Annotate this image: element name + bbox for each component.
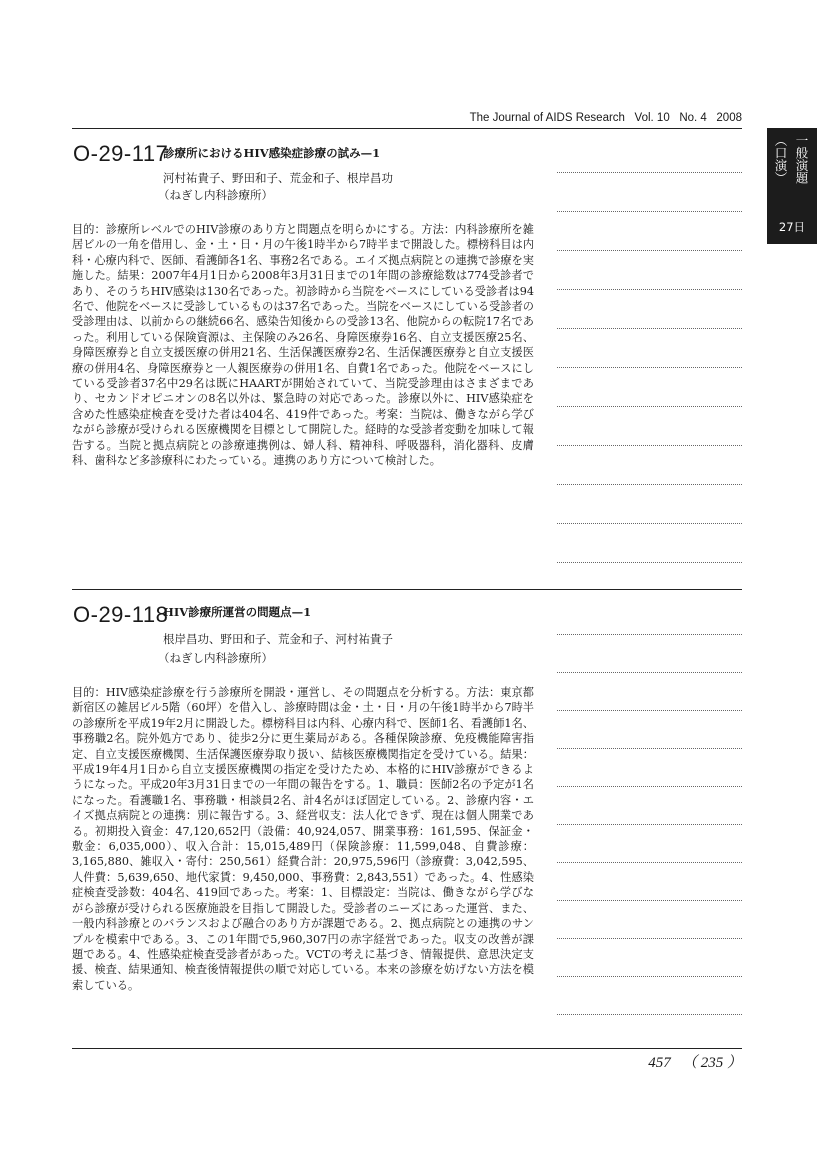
note-line	[557, 445, 742, 446]
note-line	[557, 562, 742, 563]
note-line	[557, 523, 742, 524]
note-line	[557, 484, 742, 485]
note-line	[557, 824, 742, 825]
note-line	[557, 367, 742, 368]
note-line	[557, 172, 742, 173]
note-line	[557, 211, 742, 212]
note-line	[557, 786, 742, 787]
note-line	[557, 328, 742, 329]
note-line	[557, 634, 742, 635]
header-rule	[72, 128, 742, 129]
abstract-id: O-29-118	[73, 602, 169, 627]
note-line	[557, 672, 742, 673]
journal-name: The Journal of AIDS Research	[469, 112, 625, 124]
abstract-body: 目的：HIV感染症診療を行う診療所を開設・運営し、その問題点を分析する。方法：東京都新宿区の雑居ビル5階（60坪）を借入し、診療時間は金・土・日・月の午後1時半から7時半の診療所を平成19年2月に開設した。標榜科目は内科、心療内科で、医師1名、看護師1名、事務職2名。院外処方であり、徒歩2分に更生薬局がある。各種保険診療、免疫機能障害指定、自立支援医療機関、生活保護医療券取り扱い、結核医療機関指定を受けている。結果：平成19年4月1日から自立支援医療機関の指定を受けたため、本格的にHIV診療ができるようになった。平成20年3月31日までの一年間の報告をする。1、職員：医師2名の予定が1名になった。看護職1名、事務職・相談員2名、計4名がほぼ固定している。2、診療内容・エイズ拠点病院との連携：別に報告する。3、経営収支：法人化できず、現在は個人開業である。初期投入資金：47,120,652円（設備：40,924,057、開業事務：161,595、保証金・敷金：6,035,000）、収入合計：15,015,489円（保険診療：11,599,048、自費診療：3,165,880、雑収入・寄付：250,561）経費合計：20,975,596円（診療費：3,042,595、人件費：5,639,650、地代家賃：9,450,000、事務費：2,843,551）であった。4、性感染症検査受診数：404名、419回であった。考案：1、目標設定：当院は、働きながら学びながら診療が受けられる医療施設を目指して開設した。受診者のニーズにあった運営、また、一般内科診療とのバランスおよび融合のあり方が課題である。2、拠点病院との連携のサンプルを模索中である。3、この1年間で5,960,307円の赤字経営であった。収支の改善が課題である。4、性感染症検査受診者があった。VCTの考えに基づき、情報提供、意思決定支援、検査、結果通知、検査後情報提供の順で対応している。本来の診療を妨げない方法を模索している。	[72, 686, 534, 992]
footer-rule	[72, 1048, 742, 1049]
session-side-tab	[767, 128, 817, 244]
side-tab-date: 27日	[778, 220, 806, 234]
abstract-title: HIV診療所運営の問題点—1	[163, 605, 312, 619]
page-number-main: 457	[648, 1055, 671, 1071]
note-line	[557, 289, 742, 290]
page-number-alt: （ 235 ）	[681, 1055, 742, 1071]
journal-year: 2008	[716, 112, 742, 124]
abstract-body: 目的：診療所レベルでのHIV診療のあり方と問題点を明らかにする。方法：内科診療所を雑居ビルの一角を借用し、金・土・日・月の午後1時半から7時半まで開設した。標榜科目は内科・心療内科で、医師、看護師各1名、事務2名である。エイズ拠点病院との連携で診療を実施した。結果：2007年4月1日から2008年3月31日までの1年間の診療総数は774受診者であり、そのうちHIV感染は130名であった。初診時から当院をベースにしている受診者は94名で、他院をベースに受診しているものは37名であった。当院をベースにしている受診者の受診理由は、以前からの継続66名、感染告知後からの受診13名、他院からの転院17名であった。利用している保険資源は、主保険のみ26名、身障医療券16名、自立支援医療25名、身障医療券と自立支援医療の併用21名、生活保護医療券2名、生活保護医療券と自立支援医療の併用4名、身障医療券と一人親医療券の併用1名、自費1名であった。他院をベースにしている受診者37名中29名は既にHAARTが開始されていて、当院受診理由はさまざまであり、セカンドオピニオンの8名以外は、緊急時の対応であった。診療以外に、HIV感染症を含めた性感染症検査を受けた者は404名、419件であった。考案：当院は、働きながら学びながら診療が受けられる医療機関を目標として開院した。経時的な受診者変動を加味して報告する。当院と拠点病院との診療連携例は、婦人科、精神科、呼吸器科，消化器科、皮膚科、歯科など多診療科にわたっている。連携のあり方について検討した。	[72, 223, 534, 468]
abstract-authors: 河村祐貴子、野田和子、荒金和子、根岸昌功	[163, 171, 393, 185]
journal-header	[420, 112, 742, 124]
side-tab-category: 一般演題	[794, 134, 809, 184]
note-line	[557, 862, 742, 863]
note-line	[557, 406, 742, 407]
abstract-affiliation: （ねぎし内科診療所）	[158, 651, 273, 665]
note-line	[557, 976, 742, 977]
note-line	[557, 938, 742, 939]
abstract-title: 診療所におけるHIV感染症診療の試み—1	[163, 146, 381, 160]
note-line	[557, 1014, 742, 1015]
journal-number: No. 4	[679, 112, 707, 124]
note-line	[557, 710, 742, 711]
page-number	[600, 1051, 742, 1072]
journal-volume: Vol. 10	[634, 112, 670, 124]
note-line	[557, 748, 742, 749]
note-line	[557, 900, 742, 901]
abstract-authors: 根岸昌功、野田和子、荒金和子、河村祐貴子	[163, 632, 393, 646]
note-line	[557, 250, 742, 251]
abstract-affiliation: （ねぎし内科診療所）	[158, 188, 273, 202]
section-divider	[72, 589, 742, 590]
abstract-id: O-29-117	[73, 141, 169, 166]
side-tab-type: ︵口演︶	[773, 134, 788, 184]
